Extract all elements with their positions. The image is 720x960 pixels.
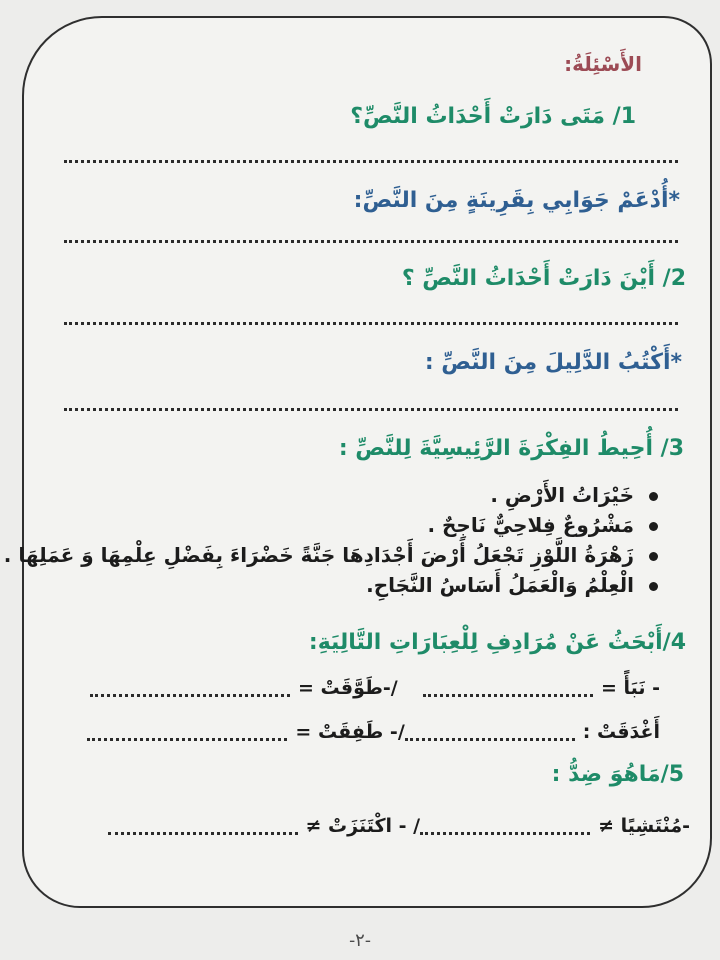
antonym-word: / - اكْتَنَزَتْ ≠ — [305, 815, 421, 837]
synonym-row-2 — [90, 718, 660, 746]
bullet-icon — [649, 552, 658, 561]
question-2: 2/ أَيْنَ دَارَتْ أَحْدَاثُ النَّصِّ ؟ — [401, 266, 686, 291]
question-1-support: *أُدْعَمْ جَوَابِي بِقَرِينَةٍ مِنَ النَّصِّ: — [353, 188, 680, 213]
answer-dots — [420, 830, 590, 835]
option-text: مَشْرُوعٌ فِلاحِيٌّ نَاجِحٌ . — [427, 513, 634, 537]
question-2-support: *أَكْتُبُ الدَّلِيلَ مِنَ النَّصِّ : — [424, 350, 682, 375]
main-idea-options — [3, 482, 660, 602]
bullet-icon — [649, 522, 658, 531]
question-5: 5/مَاهُوَ ضِدُّ : — [551, 762, 684, 787]
antonym-right-cell — [420, 815, 690, 837]
synonym-word: أَغْدَقَتْ : — [582, 721, 660, 743]
antonym-left-cell — [108, 815, 421, 837]
answer-dots — [423, 692, 593, 697]
option-item[interactable] — [50, 512, 660, 539]
bullet-icon — [649, 492, 658, 501]
question-1: 1/ مَتَى دَارَتْ أَحْدَاثُ النَّصِّ؟ — [350, 104, 636, 129]
page-number: -٢- — [349, 930, 371, 951]
answer-dots — [405, 736, 575, 741]
option-text: الْعِلْمُ وَالْعَمَلُ أَسَاسُ النَّجَاحِ. — [366, 573, 634, 597]
synonym-left-cell — [90, 677, 398, 699]
answer-dots — [90, 692, 290, 697]
bullet-icon — [649, 582, 658, 591]
questions-heading: الأَسْئِلَةُ: — [564, 52, 642, 76]
answer-line-4 — [64, 406, 678, 411]
synonym-word: /- طَفِقَتْ = — [295, 721, 405, 743]
answer-line-1 — [64, 158, 678, 163]
question-4: 4/أَبْحَثُ عَنْ مُرَادِفِ لِلْعِبَارَاتِ التَّالِيَةِ: — [308, 630, 686, 655]
synonym-left-cell — [87, 721, 404, 743]
answer-line-3 — [64, 320, 678, 325]
synonym-right-cell — [423, 677, 660, 699]
option-item[interactable] — [3, 542, 660, 569]
synonym-word: - نَبَأً = — [600, 677, 660, 699]
antonym-word: -مُنْتَشِيًا ≠ — [598, 815, 690, 837]
option-item[interactable] — [50, 572, 660, 599]
option-text: خَيْرَاتُ الأَرْضِ . — [490, 483, 634, 507]
option-text: زَهْرَةُ اللَّوْزِ تَجْعَلُ أَرْضَ أَجْدَادِهَا جَنَّةً خَضْرَاءَ بِفَضْلِ عِلْمِهَا وَ عَمَلِهَا . — [3, 543, 634, 567]
synonym-right-cell — [405, 721, 660, 743]
synonym-word: /-طَوَّقَتْ = — [298, 677, 398, 699]
answer-line-2 — [64, 238, 678, 243]
answer-dots — [108, 830, 298, 835]
answer-dots — [87, 736, 287, 741]
question-3: 3/ أُحِيطُ الفِكْرَةَ الرَّئِيسِيَّةَ لِلنَّصِّ : — [338, 436, 684, 461]
option-item[interactable] — [50, 482, 660, 509]
synonym-row-1 — [90, 674, 660, 702]
antonym-row — [112, 812, 690, 840]
